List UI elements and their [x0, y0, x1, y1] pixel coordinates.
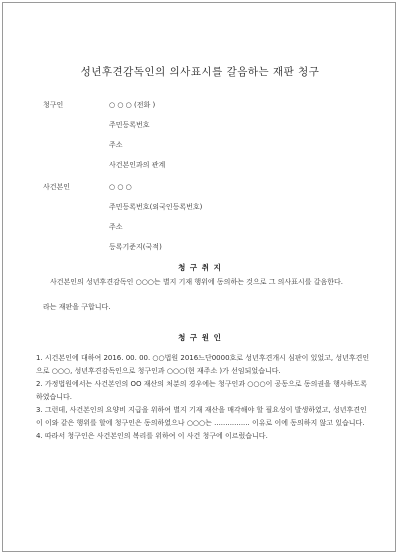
document-title: 성년후견감독인의 의사표시를 갈음하는 재판 청구 — [80, 66, 320, 78]
reason-item-1: 1. 시건본인에 대하여 2016. 00. 00. ○○법원 2016느단0000호로 성년후견개시 심판이 있었고, 성년후견인으로 ○○○, 성년후견감독인으로 청구인과 ○○○(현 재주소 )가 선임되었습니다. — [36, 354, 370, 375]
reasons-heading: 청 구 원 인 — [178, 333, 222, 342]
principal-id-line: 주민등록번호(외국인등록번호) — [109, 203, 203, 211]
principal-registry-line: 등록기준지(국적) — [109, 243, 162, 251]
reason-item-3: 3. 그런데, 사건본인의 요양비 지급을 위하여 별지 기재 재산을 매각해야 할 필요성이 발생하였고, 성년후견인이 이와 같은 행위를 할에 청구인은 동의하였으나 ○○○는 ................ 이유로 이에 동의하지 않고 있습니다. — [36, 406, 367, 427]
principal-role: 사건본인 — [43, 183, 71, 191]
reasons-list — [36, 352, 372, 443]
purpose-heading: 청 구 취 지 — [178, 263, 222, 272]
applicant-role: 청구인 — [43, 101, 64, 109]
applicant-relation-line: 사건본인과의 관계 — [109, 161, 166, 169]
reason-item-2: 2. 가정법원에서는 사건본인의 OO 재산의 처분의 경우에는 청구인과 ○○○이 공동으로 동의권을 행사하도록 하였습니다. — [36, 380, 367, 401]
reason-item-4: 4. 따라서 청구인은 사건본인의 복리를 위하여 이 사건 청구에 이르렀습니다. — [36, 432, 268, 440]
applicant-address-line: 주소 — [109, 141, 123, 149]
applicant-name-line: ○ ○ ○ (전화 ) — [109, 101, 156, 109]
principal-lines — [109, 182, 329, 262]
purpose-text: 사건본인의 성년후견감독인 ○○○는 별지 기재 행위에 동의하는 것으로 그 의사표시를 갈음한다. — [50, 278, 343, 286]
applicant-lines — [109, 100, 329, 180]
applicant-id-line: 주민등록번호 — [109, 121, 150, 129]
principal-name-line: ○ ○ ○ — [109, 183, 132, 191]
principal-address-line: 주소 — [109, 223, 123, 231]
purpose-closing: 라는 재판을 구합니다. — [43, 303, 111, 311]
